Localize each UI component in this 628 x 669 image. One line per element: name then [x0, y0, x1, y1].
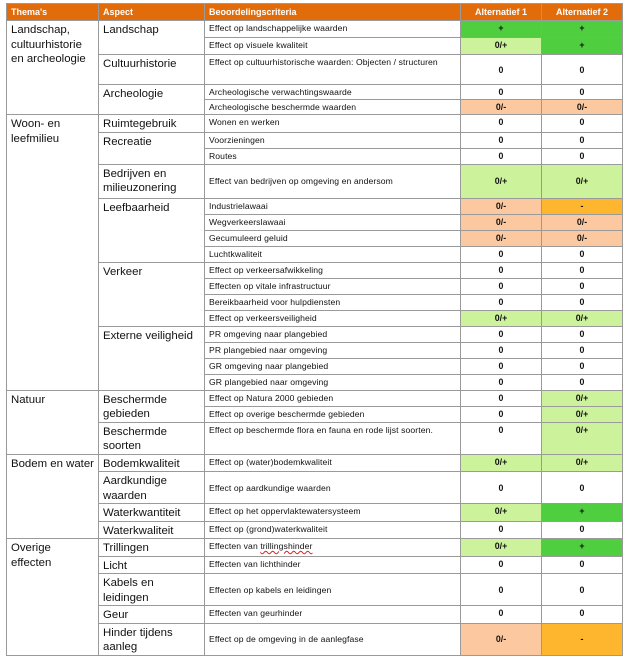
score-alt2: 0/+	[542, 390, 623, 406]
theme-cell-woon: Woon- en leefmilieu	[7, 115, 99, 391]
aspect-geur: Geur	[99, 606, 205, 624]
criterion-cell: Effect op overige beschermde gebieden	[205, 406, 461, 422]
criterion-cell: PR plangebied naar omgeving	[205, 342, 461, 358]
score-alt2: 0/+	[542, 310, 623, 326]
criterion-text: Effecten van	[209, 541, 261, 551]
aspect-beschermde-gebieden: Beschermde gebieden	[99, 390, 205, 422]
criterion-cell: Effect op landschappelijke waarden	[205, 21, 461, 38]
criterion-cell	[205, 539, 461, 557]
criterion-cell: Effect op (grond)waterkwaliteit	[205, 521, 461, 539]
score-alt1: 0	[461, 278, 542, 294]
score-alt2: 0/-	[542, 230, 623, 246]
score-alt2: 0	[542, 326, 623, 342]
score-alt1: 0	[461, 132, 542, 148]
score-alt2: 0	[542, 85, 623, 100]
criterion-cell: Effect op cultuurhistorische waarden: Objecten / structuren	[205, 55, 461, 85]
score-alt2: 0	[542, 342, 623, 358]
table-row	[7, 422, 623, 454]
score-alt1: +	[461, 21, 542, 38]
score-alt2: 0/+	[542, 406, 623, 422]
score-alt1: 0	[461, 406, 542, 422]
criterion-cell: Effect op het oppervlaktewatersysteem	[205, 504, 461, 522]
criterion-cell: Voorzieningen	[205, 132, 461, 148]
score-alt1: 0	[461, 326, 542, 342]
score-alt1: 0	[461, 342, 542, 358]
criterion-cell: GR plangebied naar omgeving	[205, 374, 461, 390]
aspect-hinder: Hinder tijdens aanleg	[99, 623, 205, 655]
criterion-cell: Effect op beschermde flora en fauna en rode lijst soorten.	[205, 422, 461, 454]
score-alt1: 0	[461, 294, 542, 310]
score-alt2: 0/-	[542, 214, 623, 230]
score-alt1: 0	[461, 574, 542, 606]
theme-cell-natuur: Natuur	[7, 390, 99, 454]
criterion-cell: Effect op aardkundige waarden	[205, 472, 461, 504]
aspect-leefbaarheid: Leefbaarheid	[99, 198, 205, 262]
header-alt1: Alternatief 1	[461, 4, 542, 21]
score-alt1: 0	[461, 85, 542, 100]
table-row	[7, 623, 623, 655]
criterion-cell: Bereikbaarheid voor hulpdiensten	[205, 294, 461, 310]
score-alt2: +	[542, 21, 623, 38]
criterion-cell: Wonen en werken	[205, 115, 461, 133]
aspect-bedrijven: Bedrijven en milieuzonering	[99, 164, 205, 198]
criterion-cell: Industrielawaai	[205, 198, 461, 214]
theme-cell-landschap: Landschap, cultuurhistorie en archeologie	[7, 21, 99, 115]
criterion-cell: Wegverkeerslawaai	[205, 214, 461, 230]
criterion-cell: Effecten van lichthinder	[205, 556, 461, 574]
table-row	[7, 326, 623, 342]
score-alt1: 0/-	[461, 230, 542, 246]
aspect-trillingen: Trillingen	[99, 539, 205, 557]
header-thema: Thema's	[7, 4, 99, 21]
score-alt2: 0	[542, 278, 623, 294]
criterion-cell: Effect op de omgeving in de aanlegfase	[205, 623, 461, 655]
score-alt1: 0/-	[461, 198, 542, 214]
aspect-externe-veiligheid: Externe veiligheid	[99, 326, 205, 390]
score-alt2: 0/+	[542, 164, 623, 198]
score-alt1: 0/-	[461, 100, 542, 115]
score-alt1: 0	[461, 115, 542, 133]
score-alt2: 0	[542, 132, 623, 148]
table-row	[7, 115, 623, 133]
aspect-licht: Licht	[99, 556, 205, 574]
table-row	[7, 198, 623, 214]
criterion-cell: Effecten op kabels en leidingen	[205, 574, 461, 606]
score-alt2: 0/+	[542, 454, 623, 472]
score-alt1: 0/-	[461, 214, 542, 230]
criterion-cell: Effect op Natura 2000 gebieden	[205, 390, 461, 406]
table-row	[7, 164, 623, 198]
theme-cell-bodem: Bodem en water	[7, 454, 99, 539]
criterion-cell: Effecten van geurhinder	[205, 606, 461, 624]
score-alt2: 0	[542, 574, 623, 606]
table-row	[7, 85, 623, 100]
header-row	[7, 4, 623, 21]
criterion-cell: Effect op verkeersveiligheid	[205, 310, 461, 326]
score-alt2: 0	[542, 115, 623, 133]
score-alt2: +	[542, 38, 623, 55]
score-alt2: +	[542, 504, 623, 522]
score-alt1: 0/+	[461, 38, 542, 55]
score-alt2: 0	[542, 246, 623, 262]
score-alt2: 0	[542, 55, 623, 85]
aspect-waterkwaliteit: Waterkwaliteit	[99, 521, 205, 539]
score-alt2: 0/-	[542, 100, 623, 115]
score-alt1: 0	[461, 246, 542, 262]
criterion-cell: Effect op (water)bodemkwaliteit	[205, 454, 461, 472]
score-alt1: 0	[461, 358, 542, 374]
criterion-cell: GR omgeving naar plangebied	[205, 358, 461, 374]
score-alt2: 0/+	[542, 422, 623, 454]
header-alt2: Alternatief 2	[542, 4, 623, 21]
criterion-cell: Routes	[205, 148, 461, 164]
table-row	[7, 606, 623, 624]
score-alt2: 0	[542, 606, 623, 624]
score-alt1: 0	[461, 422, 542, 454]
table-row	[7, 521, 623, 539]
criterion-cell: PR omgeving naar plangebied	[205, 326, 461, 342]
score-alt2: 0	[542, 472, 623, 504]
score-alt2: 0	[542, 521, 623, 539]
score-alt1: 0	[461, 390, 542, 406]
table-row	[7, 472, 623, 504]
score-alt2: 0	[542, 294, 623, 310]
score-alt2: 0	[542, 358, 623, 374]
score-alt1: 0	[461, 472, 542, 504]
table-row	[7, 132, 623, 148]
aspect-archeologie: Archeologie	[99, 85, 205, 115]
score-alt1: 0	[461, 55, 542, 85]
score-alt2: 0	[542, 148, 623, 164]
header-criteria: Beoordelingscriteria	[205, 4, 461, 21]
aspect-landschap: Landschap	[99, 21, 205, 55]
aspect-cultuurhistorie: Cultuurhistorie	[99, 55, 205, 85]
score-alt1: 0	[461, 556, 542, 574]
table-row	[7, 574, 623, 606]
aspect-verkeer: Verkeer	[99, 262, 205, 326]
spellcheck-marked-word: trillingshinder	[260, 541, 313, 551]
score-alt1: 0	[461, 521, 542, 539]
score-alt1: 0/-	[461, 623, 542, 655]
criterion-cell: Archeologische verwachtingswaarde	[205, 85, 461, 100]
score-alt1: 0/+	[461, 164, 542, 198]
aspect-kabels: Kabels en leidingen	[99, 574, 205, 606]
header-aspect: Aspect	[99, 4, 205, 21]
score-alt1: 0/+	[461, 310, 542, 326]
aspect-waterkwantiteit: Waterkwantiteit	[99, 504, 205, 522]
table-row	[7, 504, 623, 522]
criterion-cell: Gecumuleerd geluid	[205, 230, 461, 246]
table-row	[7, 55, 623, 85]
criterion-cell: Effect van bedrijven op omgeving en andersom	[205, 164, 461, 198]
theme-cell-overige: Overige effecten	[7, 539, 99, 656]
score-alt1: 0	[461, 262, 542, 278]
criterion-cell: Archeologische beschermde waarden	[205, 100, 461, 115]
table-row	[7, 454, 623, 472]
table-row	[7, 556, 623, 574]
score-alt2: -	[542, 198, 623, 214]
score-alt1: 0	[461, 374, 542, 390]
score-alt2: 0	[542, 262, 623, 278]
score-alt1: 0	[461, 606, 542, 624]
score-alt1: 0/+	[461, 454, 542, 472]
aspect-beschermde-soorten: Beschermde soorten	[99, 422, 205, 454]
criterion-cell: Effect op verkeersafwikkeling	[205, 262, 461, 278]
score-alt1: 0/+	[461, 539, 542, 557]
table-row	[7, 390, 623, 406]
aspect-aardkundige-waarden: Aardkundige waarden	[99, 472, 205, 504]
score-alt2: 0	[542, 374, 623, 390]
aspect-bodemkwaliteit: Bodemkwaliteit	[99, 454, 205, 472]
score-alt1: 0	[461, 148, 542, 164]
score-alt2: +	[542, 539, 623, 557]
criterion-cell: Effecten op vitale infrastructuur	[205, 278, 461, 294]
score-alt1: 0/+	[461, 504, 542, 522]
score-alt2: 0	[542, 556, 623, 574]
aspect-recreatie: Recreatie	[99, 132, 205, 164]
criterion-cell: Effect op visuele kwaliteit	[205, 38, 461, 55]
aspect-ruimtegebruik: Ruimtegebruik	[99, 115, 205, 133]
table-row	[7, 539, 623, 557]
assessment-table	[6, 3, 623, 656]
score-alt2: -	[542, 623, 623, 655]
table-row	[7, 262, 623, 278]
criterion-cell: Luchtkwaliteit	[205, 246, 461, 262]
table-row	[7, 21, 623, 38]
